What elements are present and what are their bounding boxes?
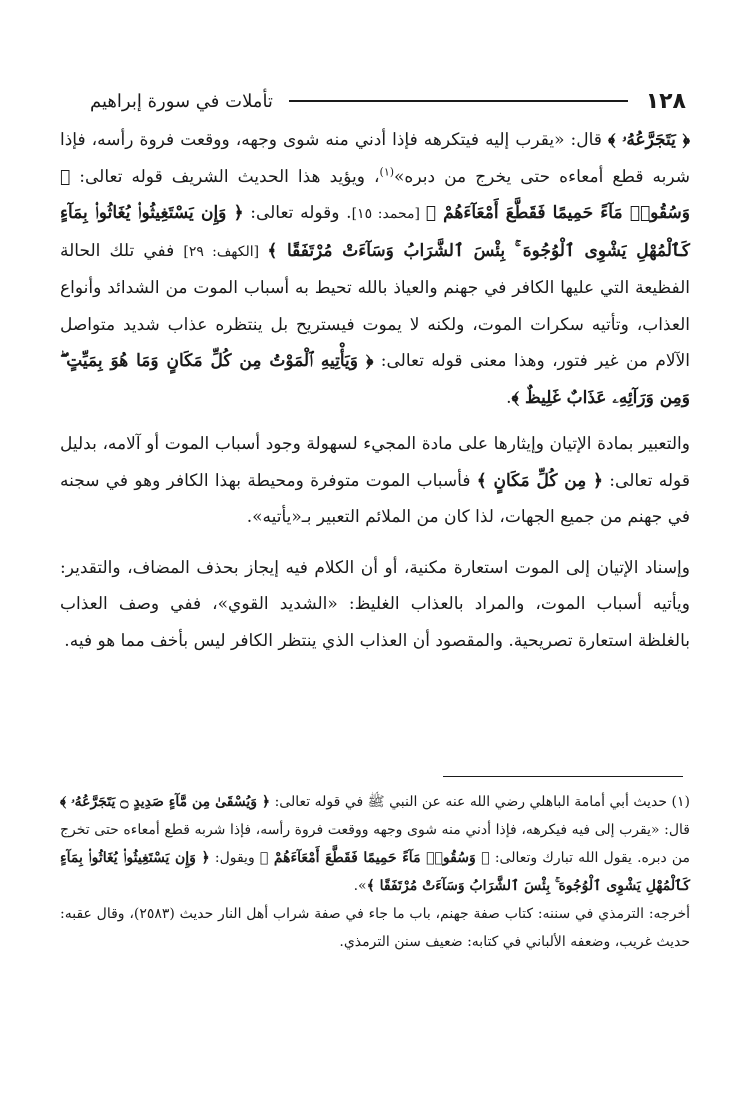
paragraph-text: . (506, 387, 512, 408)
footnote-source: أخرجه: الترمذي في سننه: كتاب صفة جهنم، باب ما جاء في صفة شراب أهل النار حديث (٢٥٨٣)، وقال عقبه: حديث غريب، وضعفه الألباني في كتابه: ضعيف سنن الترمذي. (60, 906, 690, 950)
footnote-1 (60, 788, 690, 900)
running-title: تأملات في سورة إبراهيم (90, 90, 273, 112)
paragraph-text: والتعبير بمادة الإتيان وإيثارها على مادة المجيء لسهولة وجود أسباب الموت أو آلامه، بدليل قوله تعالى: (60, 434, 690, 491)
paragraph-text: فأسباب الموت متوفرة ومحيطة بهذا الكافر وهو في سجنه في جهنم من جميع الجهات، لذا كان من الملائم التعبير بـ«يأتيه». (60, 470, 690, 527)
footnote-marker: (١) (379, 164, 395, 178)
paragraph-text: ففي تلك الحالة الفظيعة التي عليها الكافر في جهنم والعياذ بالله تحيط به أسباب الموت من الشدائد وأنواع العذاب، وتأتيه سكرات الموت، ولكنه لا يموت فيستريح بل ينتظره عذاب شديد متواصل الآلام من غير فتور، وهذا معنى قوله تعالى: (60, 240, 690, 371)
quran-verse: ﴿ يَتَجَرَّعُهُۥ ﴾ (608, 130, 691, 150)
page-header (90, 84, 686, 118)
footnote-text: ويقول: (209, 850, 260, 866)
footnote-text: حديث أبي أمامة الباهلي رضي الله عنه عن النبي ﷺ في قوله تعالى: (270, 794, 672, 810)
paragraph-2 (60, 426, 690, 536)
paragraph-text: وإسناد الإتيان إلى الموت استعارة مكنية، أو أن الكلام فيه إيجاز بحذف المضاف، والتقدير: ويأتيه أسباب الموت، والمراد بالعذاب الغليظ: «الشديد القوي»، ففي وصف العذاب بالغلظة استعارة تصريحية. والمقصود أن العذاب الذي ينتظر الكافر ليس بأخف مما هو فيه. (60, 557, 690, 651)
verse-reference: [محمد: ١٥] (351, 206, 426, 222)
paragraph-1 (60, 122, 690, 416)
quran-verse: ﴿ وَسُقُوا۟ مَآءً حَمِيمًا فَقَطَّعَ أَمْعَآءَهُمْ ﴾ (60, 166, 691, 223)
quran-verse: ﴿ وَيَأْتِيهِ ٱلْمَوْتُ مِن كُلِّ مَكَانٍ وَمَا هُوَ بِمَيِّتٍ ۖ وَمِن وَرَآئِهِۦ عَذَابٌ غَلِيظٌ ﴾ (60, 351, 690, 408)
quran-verse: ﴿ وَإِن يَسْتَغِيثُوا۟ يُغَاثُوا۟ بِمَآءٍ كَٱلْمُهْلِ يَشْوِى ٱلْوُجُوهَ ۚ بِئْسَ ٱلشَّرَابُ وَسَآءَتْ مُرْتَفَقًا ﴾ (60, 203, 690, 261)
footnote-separator (443, 776, 683, 777)
quran-verse: ﴿ وَسُقُوا۟ مَآءً حَمِيمًا فَقَطَّعَ أَمْعَآءَهُمْ ﴾ (259, 850, 490, 866)
footnotes (60, 788, 690, 956)
footnote-number: (١) (671, 794, 690, 810)
quran-verse: ﴿ مِن كُلِّ مَكَانٍ ﴾ (476, 470, 604, 491)
paragraph-text: . وقوله تعالى: (243, 203, 352, 223)
paragraph-3 (60, 550, 690, 660)
paragraph-text: ، ويؤيد هذا الحديث الشريف قوله تعالى: (70, 166, 380, 187)
header-rule (289, 100, 628, 102)
verse-reference: [الكهف: ٢٩] (183, 243, 268, 260)
paragraph-text: قال: «يقرب إليه فيتكرهه فإذا أدني منه شوى وجهه، ووقعت فروة رأسه، فإذا شربه قطع أمعاءه حتى يخرج من دبره» (60, 130, 691, 187)
footnote-text: ». (353, 878, 367, 894)
footnote-text: قال: «يقرب إلى فيه فيكرهه، فإذا أدني منه شوى وجهه ووقعت فروة رأسه، فإذا شربه قطع أمعاءه حتى تخرج من دبره. يقول الله تبارك وتعالى: (60, 822, 690, 866)
main-text (60, 122, 690, 673)
page-number: ١٢٨ (645, 88, 686, 114)
quran-verse: ﴿ وَإِن يَسْتَغِيثُوا۟ يُغَاثُوا۟ بِمَآءٍ كَٱلْمُهْلِ يَشْوِى ٱلْوُجُوهَ ۚ بِئْسَ ٱلشَّرَابُ وَسَآءَتْ مُرْتَفَقًا ﴾ (60, 850, 690, 894)
quran-verse: ﴿ وَيُسْقَىٰ مِن مَّآءٍ صَدِيدٍ ۝ يَتَجَرَّعُهُۥ ﴾ (60, 794, 271, 810)
